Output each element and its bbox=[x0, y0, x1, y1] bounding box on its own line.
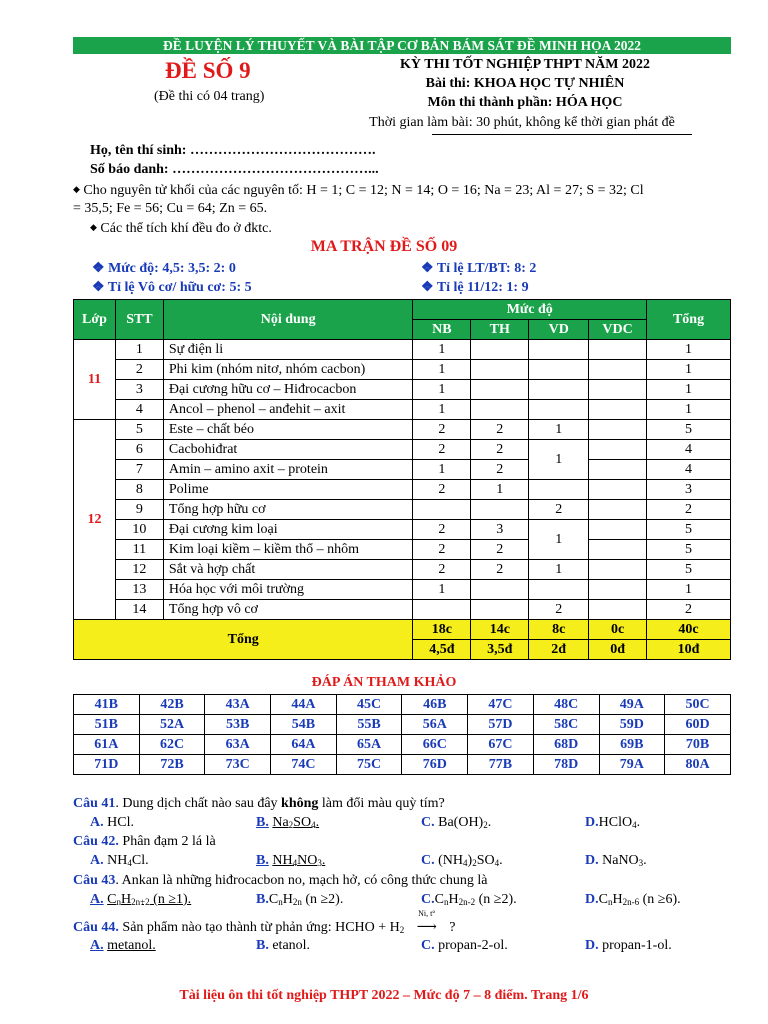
answers-title: ĐÁP ÁN THAM KHẢO bbox=[311, 675, 457, 690]
row-th bbox=[471, 380, 529, 400]
row-nb bbox=[413, 500, 471, 520]
option-letter: B. bbox=[256, 892, 269, 907]
q42-option-d[interactable]: D. NaNO$_3$. bbox=[585, 853, 647, 868]
row-total: 5 bbox=[647, 520, 731, 540]
answer-cell: 77B bbox=[468, 755, 534, 775]
exam-name: KỲ THI TỐT NGHIỆP THPT NĂM 2022 bbox=[400, 57, 650, 72]
row-content: Tổng hợp vô cơ bbox=[163, 600, 413, 620]
row-content: Kim loại kiềm – kiềm thổ – nhôm bbox=[163, 540, 413, 560]
row-th bbox=[471, 600, 529, 620]
row-stt: 11 bbox=[115, 540, 163, 560]
row-nb: 2 bbox=[413, 560, 471, 580]
total-score-vd: 2đ bbox=[529, 640, 589, 660]
row-vd-merged: 1 bbox=[529, 440, 589, 480]
header-content: Nội dung bbox=[163, 300, 413, 340]
option-text: propan-1-ol. bbox=[598, 938, 672, 953]
question-emphasis: không bbox=[281, 796, 319, 811]
header-rule bbox=[432, 134, 692, 135]
option-letter: A. bbox=[90, 938, 104, 953]
row-vd bbox=[529, 380, 589, 400]
exam-pages-note: (Đề thi có 04 trang) bbox=[154, 89, 265, 104]
meta-voco-text: Tỉ lệ Vô cơ/ hữu cơ: 5: 5 bbox=[107, 280, 252, 295]
diamond-icon: ❖ bbox=[92, 280, 105, 295]
row-th: 2 bbox=[471, 460, 529, 480]
row-vdc bbox=[589, 520, 647, 540]
option-letter: C. bbox=[421, 815, 435, 830]
answer-cell: 56A bbox=[402, 715, 468, 735]
matrix-title: MA TRẬN ĐỀ SỐ 09 bbox=[310, 238, 458, 255]
table-row bbox=[74, 520, 731, 540]
row-th: 1 bbox=[471, 480, 529, 500]
row-vd bbox=[529, 400, 589, 420]
answer-row bbox=[74, 695, 731, 715]
q43-option-d[interactable] bbox=[585, 892, 681, 908]
row-total: 4 bbox=[647, 460, 731, 480]
q42-option-c[interactable]: C. $(NH_4)_2SO_4$. bbox=[421, 853, 503, 868]
row-vd bbox=[529, 480, 589, 500]
question-43 bbox=[73, 873, 488, 889]
q41-option-d[interactable] bbox=[585, 815, 640, 831]
bullet-icon: ◆ bbox=[90, 222, 97, 232]
row-th bbox=[471, 580, 529, 600]
row-nb: 1 bbox=[413, 380, 471, 400]
answer-cell: 69B bbox=[599, 735, 665, 755]
row-vdc bbox=[589, 380, 647, 400]
q44-option-a[interactable] bbox=[90, 938, 156, 954]
option-letter: A. bbox=[90, 853, 104, 868]
row-content: Cacbohiđrat bbox=[163, 440, 413, 460]
question-text: . Dung dịch chất nào sau đây bbox=[115, 796, 282, 811]
atomic-mass-line-1: Cho nguyên tử khối của các nguyên tố: H = 1; C = 12; N = 14; O = 16; Na = 23; Al = 27; S = 32; Cl bbox=[83, 183, 644, 198]
row-total: 4 bbox=[647, 440, 731, 460]
header-vd: VD bbox=[529, 320, 589, 340]
option-letter: D. bbox=[585, 892, 599, 907]
row-th: 2 bbox=[471, 420, 529, 440]
row-vdc bbox=[589, 460, 647, 480]
header-th: TH bbox=[471, 320, 529, 340]
row-nb: 2 bbox=[413, 520, 471, 540]
answer-row bbox=[74, 755, 731, 775]
row-nb: 1 bbox=[413, 400, 471, 420]
row-total: 2 bbox=[647, 500, 731, 520]
option-text: propan-2-ol. bbox=[434, 938, 508, 953]
option-text: $NH_4NO_3$. bbox=[272, 853, 326, 868]
row-vdc bbox=[589, 580, 647, 600]
exam-time: Thời gian làm bài: 30 phút, không kể thời gian phát đề bbox=[369, 115, 675, 130]
row-stt: 10 bbox=[115, 520, 163, 540]
question-text: . Ankan là những hiđrocacbon no, mạch hở, có công thức chung là bbox=[115, 873, 488, 888]
row-vdc bbox=[589, 560, 647, 580]
option-text: $C_nH_{2n-2}$ (n ≥2). bbox=[434, 892, 517, 907]
option-text: etanol. bbox=[268, 938, 311, 953]
answer-cell: 42B bbox=[139, 695, 205, 715]
answer-cell: 45C bbox=[336, 695, 402, 715]
diamond-icon: ❖ bbox=[92, 261, 105, 276]
matrix-table bbox=[73, 299, 731, 660]
table-row bbox=[74, 500, 731, 520]
total-count-nb: 18c bbox=[413, 620, 471, 640]
header-stt: STT bbox=[115, 300, 163, 340]
option-letter: B. bbox=[256, 938, 269, 953]
answer-cell: 53B bbox=[205, 715, 271, 735]
answer-cell: 58C bbox=[533, 715, 599, 735]
answer-cell: 52A bbox=[139, 715, 205, 735]
gas-note bbox=[90, 219, 272, 237]
diamond-icon: ❖ bbox=[421, 261, 434, 276]
answer-cell: 67C bbox=[468, 735, 534, 755]
meta-level bbox=[92, 260, 236, 277]
row-stt: 5 bbox=[115, 420, 163, 440]
option-text: $C_nH_{2n-6}$ (n ≥6). bbox=[598, 892, 681, 907]
option-letter: B. bbox=[256, 815, 269, 830]
table-row bbox=[74, 600, 731, 620]
exam-subject: Môn thi thành phần: HÓA HỌC bbox=[427, 95, 623, 110]
gas-note-text: Các thể tích khí đều đo ở đktc. bbox=[100, 221, 272, 236]
row-vdc bbox=[589, 480, 647, 500]
row-th: 3 bbox=[471, 520, 529, 540]
option-letter: C. bbox=[421, 892, 435, 907]
table-row bbox=[74, 460, 731, 480]
answer-cell: 60D bbox=[665, 715, 731, 735]
row-vdc bbox=[589, 340, 647, 360]
table-row bbox=[74, 560, 731, 580]
q42-option-a[interactable]: A. $NH_4Cl$. bbox=[90, 853, 149, 868]
row-content: Tổng hợp hữu cơ bbox=[163, 500, 413, 520]
row-stt: 2 bbox=[115, 360, 163, 380]
question-text: Phân đạm 2 lá là bbox=[118, 834, 216, 849]
answer-cell: 74C bbox=[271, 755, 337, 775]
option-text: $Na_2SO_4$. bbox=[272, 815, 320, 830]
answer-cell: 46B bbox=[402, 695, 468, 715]
row-stt: 14 bbox=[115, 600, 163, 620]
question-41 bbox=[73, 796, 445, 812]
row-content: Phi kim (nhóm nitơ, nhóm cacbon) bbox=[163, 360, 413, 380]
total-count-vd: 8c bbox=[529, 620, 589, 640]
row-total: 3 bbox=[647, 480, 731, 500]
answer-row bbox=[74, 715, 731, 735]
answer-cell: 54B bbox=[271, 715, 337, 735]
row-content: Sắt và hợp chất bbox=[163, 560, 413, 580]
row-vd bbox=[529, 580, 589, 600]
option-text: NaNO bbox=[598, 853, 639, 868]
answer-cell: 79A bbox=[599, 755, 665, 775]
q42-option-b[interactable] bbox=[256, 853, 325, 869]
option-text: metanol. bbox=[107, 938, 156, 953]
row-total: 1 bbox=[647, 580, 731, 600]
row-th: 2 bbox=[471, 540, 529, 560]
q43-option-c[interactable] bbox=[421, 892, 517, 908]
meta-ltbt-text: Tỉ lệ LT/BT: 8: 2 bbox=[436, 261, 537, 276]
row-vdc bbox=[589, 540, 647, 560]
row-vd-merged: 1 bbox=[529, 520, 589, 560]
row-total: 2 bbox=[647, 600, 731, 620]
option-letter: A. bbox=[90, 815, 104, 830]
row-vdc bbox=[589, 440, 647, 460]
candidate-id-field: Số báo danh: ……………………………………... bbox=[90, 162, 379, 177]
bullet-icon: ◆ bbox=[73, 184, 80, 194]
row-vd: 1 bbox=[529, 560, 589, 580]
answer-cell: 80A bbox=[665, 755, 731, 775]
answer-cell: 63A bbox=[205, 735, 271, 755]
row-stt: 9 bbox=[115, 500, 163, 520]
row-total: 5 bbox=[647, 540, 731, 560]
row-vd bbox=[529, 340, 589, 360]
exam-section: Bài thi: KHOA HỌC TỰ NHIÊN bbox=[425, 76, 625, 91]
option-text: (NH bbox=[434, 853, 464, 868]
option-letter: B. bbox=[256, 853, 269, 868]
row-th: 2 bbox=[471, 560, 529, 580]
row-vdc bbox=[589, 600, 647, 620]
answer-cell: 49A bbox=[599, 695, 665, 715]
table-row bbox=[74, 340, 731, 360]
row-vd: 2 bbox=[529, 600, 589, 620]
table-row bbox=[74, 420, 731, 440]
grade-11-cell: 11 bbox=[74, 340, 116, 420]
answer-cell: 43A bbox=[205, 695, 271, 715]
answer-cell: 78D bbox=[533, 755, 599, 775]
q44-option-b[interactable] bbox=[256, 938, 310, 954]
atomic-mass-note bbox=[73, 181, 644, 199]
row-th: 2 bbox=[471, 440, 529, 460]
option-letter: A. bbox=[90, 892, 104, 907]
meta-voco bbox=[92, 279, 252, 296]
header-level: Mức độ bbox=[413, 300, 647, 320]
row-total: 1 bbox=[647, 380, 731, 400]
table-row bbox=[74, 480, 731, 500]
total-label: Tổng bbox=[74, 620, 413, 660]
candidate-name-field: Họ, tên thí sinh: …………………………………. bbox=[90, 143, 376, 158]
answer-cell: 66C bbox=[402, 735, 468, 755]
answer-cell: 50C bbox=[665, 695, 731, 715]
table-row bbox=[74, 540, 731, 560]
row-nb: 1 bbox=[413, 580, 471, 600]
row-stt: 7 bbox=[115, 460, 163, 480]
total-count-th: 14c bbox=[471, 620, 529, 640]
row-th bbox=[471, 400, 529, 420]
option-letter: C. bbox=[421, 938, 435, 953]
answer-cell: 55B bbox=[336, 715, 402, 735]
row-vdc bbox=[589, 500, 647, 520]
option-text: Ba(OH) bbox=[434, 815, 484, 830]
exam-title: ĐỀ SỐ 9 bbox=[165, 58, 251, 83]
option-text: NH bbox=[103, 853, 128, 868]
row-stt: 1 bbox=[115, 340, 163, 360]
atomic-mass-line-2: = 35,5; Fe = 56; Cu = 64; Zn = 65. bbox=[73, 201, 268, 216]
answers-table bbox=[73, 694, 731, 775]
row-th bbox=[471, 360, 529, 380]
answer-cell: 64A bbox=[271, 735, 337, 755]
reaction-condition: Ni, t° bbox=[418, 909, 436, 918]
total-score-all: 10đ bbox=[647, 640, 731, 660]
row-stt: 13 bbox=[115, 580, 163, 600]
total-score-vdc: 0đ bbox=[589, 640, 647, 660]
grade-12-cell: 12 bbox=[74, 420, 116, 620]
header-nb: NB bbox=[413, 320, 471, 340]
row-content: Hóa học với môi trường bbox=[163, 580, 413, 600]
row-total: 1 bbox=[647, 340, 731, 360]
top-banner: ĐỀ LUYỆN LÝ THUYẾT VÀ BÀI TẬP CƠ BẢN BÁM SÁT ĐỀ MINH HỌA 2022 bbox=[73, 37, 731, 54]
table-row bbox=[74, 380, 731, 400]
answer-cell: 48C bbox=[533, 695, 599, 715]
answer-cell: 57D bbox=[468, 715, 534, 735]
question-text-end: ? bbox=[445, 920, 456, 935]
question-label: Câu 41 bbox=[73, 796, 116, 811]
row-content: Amin – amino axit – protein bbox=[163, 460, 413, 480]
row-vdc bbox=[589, 420, 647, 440]
row-nb: 2 bbox=[413, 480, 471, 500]
row-nb: 1 bbox=[413, 460, 471, 480]
option-letter: D. bbox=[585, 815, 599, 830]
row-content: Đại cương kim loại bbox=[163, 520, 413, 540]
option-text: HCl. bbox=[103, 815, 134, 830]
option-letter: D. bbox=[585, 853, 599, 868]
diamond-icon: ❖ bbox=[421, 280, 434, 295]
row-total: 1 bbox=[647, 400, 731, 420]
question-text-end: làm đổi màu quỳ tím? bbox=[318, 796, 445, 811]
row-total: 5 bbox=[647, 420, 731, 440]
reaction-arrow bbox=[408, 909, 446, 936]
q41-option-b[interactable] bbox=[256, 815, 319, 831]
table-row bbox=[74, 440, 731, 460]
row-content: Este – chất béo bbox=[163, 420, 413, 440]
row-th bbox=[471, 340, 529, 360]
answer-row bbox=[74, 735, 731, 755]
row-stt: 4 bbox=[115, 400, 163, 420]
q43-option-a[interactable] bbox=[90, 892, 191, 908]
option-letter: D. bbox=[585, 938, 599, 953]
option-letter: C. bbox=[421, 853, 435, 868]
total-score-th: 3,5đ bbox=[471, 640, 529, 660]
q41-option-a[interactable] bbox=[90, 815, 134, 831]
row-stt: 6 bbox=[115, 440, 163, 460]
question-label: Câu 44. bbox=[73, 920, 119, 935]
row-nb: 2 bbox=[413, 440, 471, 460]
row-nb: 1 bbox=[413, 340, 471, 360]
meta-level-text: Mức độ: 4,5: 3,5: 2: 0 bbox=[108, 261, 236, 276]
row-content: Ancol – phenol – anđehit – axit bbox=[163, 400, 413, 420]
q43-option-b[interactable] bbox=[256, 892, 343, 908]
table-row bbox=[74, 580, 731, 600]
q44-option-d[interactable] bbox=[585, 938, 672, 954]
meta-ltbt bbox=[421, 260, 536, 277]
option-text: HClO$_4$. bbox=[598, 815, 641, 830]
question-text: Sản phẩm nào tạo thành từ phản ứng: HCHO + H bbox=[118, 920, 400, 935]
answer-cell: 70B bbox=[665, 735, 731, 755]
header-lop: Lớp bbox=[74, 300, 116, 340]
answer-cell: 59D bbox=[599, 715, 665, 735]
option-text: $C_nH_{2n+2}$ (n ≥1). bbox=[107, 892, 192, 907]
arrow-icon: ⟶ bbox=[416, 920, 437, 935]
question-label: Câu 43 bbox=[73, 873, 116, 888]
answer-cell: 72B bbox=[139, 755, 205, 775]
answer-cell: 73C bbox=[205, 755, 271, 775]
row-stt: 8 bbox=[115, 480, 163, 500]
header-vdc: VDC bbox=[589, 320, 647, 340]
option-text: $C_nH_{2n}$ (n ≥2). bbox=[268, 892, 344, 907]
answer-cell: 44A bbox=[271, 695, 337, 715]
row-stt: 3 bbox=[115, 380, 163, 400]
row-nb: 2 bbox=[413, 540, 471, 560]
question-44: Câu 44. Sản phẩm nào tạo thành từ phản ứng: HCHO + $H_2$ Ni, t° ⟶ ? bbox=[73, 909, 456, 935]
row-vdc bbox=[589, 360, 647, 380]
row-vd: 2 bbox=[529, 500, 589, 520]
answer-cell: 41B bbox=[74, 695, 140, 715]
row-total: 5 bbox=[647, 560, 731, 580]
answer-cell: 62C bbox=[139, 735, 205, 755]
total-count-vdc: 0c bbox=[589, 620, 647, 640]
row-stt: 12 bbox=[115, 560, 163, 580]
row-content: Sự điện li bbox=[163, 340, 413, 360]
total-count-all: 40c bbox=[647, 620, 731, 640]
answer-cell: 75C bbox=[336, 755, 402, 775]
q41-option-c[interactable]: C. $Ba(OH)_2$. bbox=[421, 815, 492, 830]
row-th bbox=[471, 500, 529, 520]
answer-cell: 51B bbox=[74, 715, 140, 735]
total-score-nb: 4,5đ bbox=[413, 640, 471, 660]
meta-grade bbox=[421, 279, 529, 296]
q44-option-c[interactable] bbox=[421, 938, 508, 954]
meta-grade-text: Tỉ lệ 11/12: 1: 9 bbox=[436, 280, 529, 295]
row-vd: 1 bbox=[529, 420, 589, 440]
answer-cell: 76D bbox=[402, 755, 468, 775]
answer-cell: 47C bbox=[468, 695, 534, 715]
table-row bbox=[74, 400, 731, 420]
answer-cell: 65A bbox=[336, 735, 402, 755]
header-total: Tổng bbox=[647, 300, 731, 340]
row-vd bbox=[529, 360, 589, 380]
total-count-row bbox=[74, 620, 731, 640]
question-label: Câu 42. bbox=[73, 834, 119, 849]
row-nb: 2 bbox=[413, 420, 471, 440]
question-42 bbox=[73, 834, 216, 850]
row-content: Polime bbox=[163, 480, 413, 500]
answer-cell: 68D bbox=[533, 735, 599, 755]
row-content: Đại cương hữu cơ – Hiđrocacbon bbox=[163, 380, 413, 400]
row-nb: 1 bbox=[413, 360, 471, 380]
table-row bbox=[74, 360, 731, 380]
page-footer: Tài liệu ôn thi tốt nghiệp THPT 2022 – Mức độ 7 – 8 điểm. Trang 1/6 bbox=[179, 988, 589, 1003]
answer-cell: 71D bbox=[74, 755, 140, 775]
answer-cell: 61A bbox=[74, 735, 140, 755]
row-vdc bbox=[589, 400, 647, 420]
row-total: 1 bbox=[647, 360, 731, 380]
row-nb bbox=[413, 600, 471, 620]
